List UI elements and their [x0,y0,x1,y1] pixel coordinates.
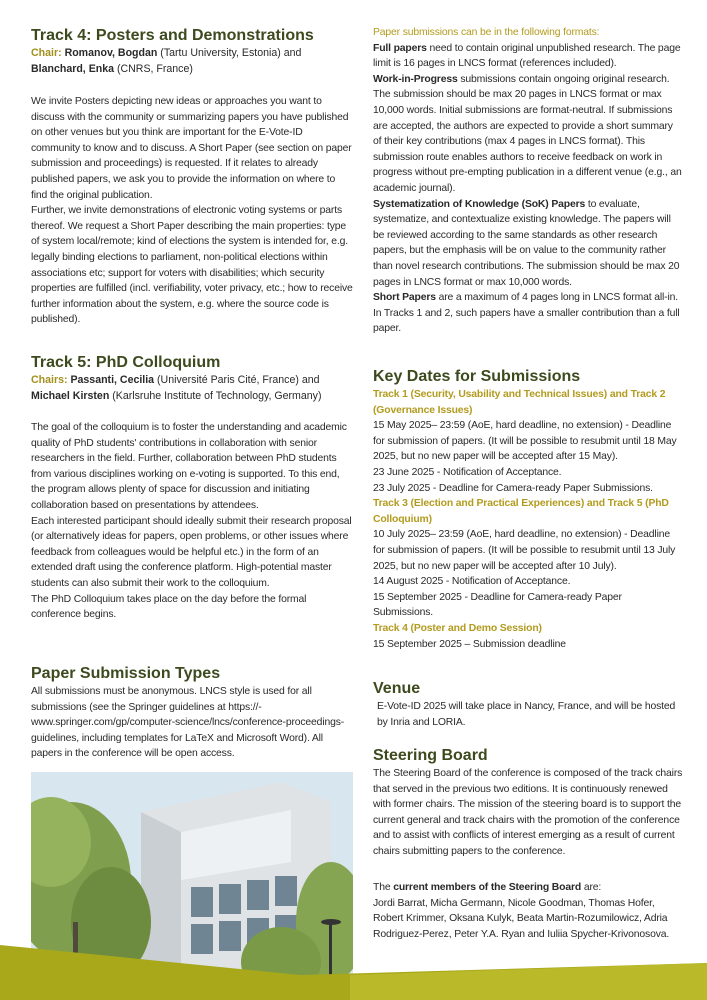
steering-para: The Steering Board of the conference is composed of the track chairs that served in the previous two editions. It is continuously renewed with former chairs. The mission of the steering board is to support the current general and track chairs with the promotion of the conference and to assist with conflicts of interest emerging as a result of current chairs submitting papers to the conference. [373,768,683,857]
footer-band [0,945,707,1000]
key-dates-group1-title: Track 1 (Security, Usability and Technical Issues) and Track 2 (Governance Issues) [373,389,666,416]
submission-types-para: All submissions must be anonymous. LNCS style is used for all submissions (see the Springer guidelines at https://-www.springer.com/gp/computer-science/lncs/conference-proceedings-guidelines, including templates for LaTeX and Microsoft Word). All papers in the conference will be open access. [31,686,345,760]
track4-chair-label: Chair: [31,47,62,59]
steering-members: Jordi Barrat, Micha Germann, Nicole Goodman, Thomas Hofer, Robert Krimmer, Oksana Kulyk, Beata Martin-Rozumilowicz, Adria Rodriguez-Perez, Peter Y.A. Ryan and Iuliia Spycher-Krivonosova. [373,897,670,940]
track5-chair1-aff: (Université Paris Cité, France) and [154,374,320,386]
track5-chair-label: Chairs: [31,374,68,386]
formats-body [373,25,683,337]
steering-members-pre: The [373,882,394,893]
steering-body [373,766,683,860]
venue-title: Venue [373,680,421,697]
track4-chair2-name: Blanchard, Enka [31,62,115,75]
key-dates-group2-d2: 14 August 2025 - Notification of Acceptance. [373,576,571,588]
track5-body [31,420,353,623]
formats-wip-label: Work-in-Progress [373,73,458,85]
track4-chair1-aff: (Tartu University, Estonia) and [157,47,302,59]
key-dates-group2-d3: 15 September 2025 - Deadline for Camera-ready Paper Submissions. [373,591,622,619]
formats-intro: Paper submissions can be in the following formats: [373,27,600,38]
formats-short-text: are a maximum of 4 pages long in LNCS format all-in. In Tracks 1 and 2, such papers have a smaller contribution than a full paper. [373,292,680,335]
track4-para1: We invite Posters depicting new ideas or approaches you want to discuss with the community or summarizing papers you have published on other venues but you think are important for the E-Vote-ID community to know and to discuss. A Short Paper (see section on paper submission and proceedings) is requested. If it relates to already published papers, we ask you to provide the information on where to find the original publication. [31,96,352,201]
steering-title: Steering Board [373,747,488,764]
key-dates-group3-title: Track 4 (Poster and Demo Session) [373,622,542,634]
key-dates-group1-d1: 15 May 2025– 23:59 (AoE, hard deadline, no extension) - Deadline for submission of papers. (It will be possible to resubmit until 18 May 2025, but no new paper will be accepted after 15 May). [373,420,677,463]
track4-body [31,94,353,328]
formats-sok-text: to evaluate, systematize, and contextualize existing knowledge. The papers will be reviewed according to the same standards as other research papers, but the emphasis will be on value to the community rather than novel research contributions. The submission should be max 20 pages in LNCS format or max 10,000 words. [373,198,680,288]
formats-full-text: need to contain original unpublished research. The page limit is 16 pages in LNCS format (references included). [373,42,681,70]
key-dates-group3-d1: 15 September 2025 – Submission deadline [373,638,566,650]
track4-title: Track 4: Posters and Demonstrations [31,27,314,44]
formats-wip [373,72,683,197]
formats-sok [373,197,683,291]
track5-chair1-name: Passanti, Cecilia [70,374,155,386]
steering-members-heading [373,880,683,896]
formats-sok-label: Systematization of Knowledge (SoK) Papers [373,198,586,210]
key-dates-title: Key Dates for Submissions [373,368,581,385]
track4-chairs [31,46,353,77]
track5-chairs [31,373,353,404]
track4-chair1-name: Romanov, Bogdan [64,47,158,59]
formats-wip-text: submissions contain ongoing original research. The submission should be max 20 pages in LNCS format or max 10,000 words. Initial submissions are format-neutral. If submissions are accepted, the authors are expected to provide a short summary of their key contributions (max 4 pages in LNCS format). This submission route enables authors to receive feedback on work in progress without pre-empting publication in a different venue (e.g., an academic journal). [373,73,682,194]
track4-chair2-aff: (CNRS, France) [114,62,193,75]
formats-short [373,290,683,337]
formats-short-label: Short Papers [373,292,436,304]
venue-text: E-Vote-ID 2025 will take place in Nancy, France, and will be hosted by Inria and LORIA. [377,701,676,728]
track5-title: Track 5: PhD Colloquium [31,354,221,371]
steering-members-label: current members of the Steering Board [393,882,582,893]
key-dates-group2-title: Track 3 (Election and Practical Experiences) and Track 5 (PhD Colloquium) [373,498,669,525]
track5-chair2-name: Michael Kirsten [31,389,110,402]
track5-para1: The goal of the colloquium is to foster the understanding and academic quality of PhD students' contributions in collaboration with senior researchers in the field. Further, collaboration between PhD students from various disciplines working on e-voting is supported. To this end, the program allows plenty of space for discussion and initiating collaboration based on presentations by attendees. [31,422,347,511]
key-dates-group1-d2: 23 June 2025 - Notification of Acceptance. [373,466,562,478]
steering-members-block [373,880,683,942]
submission-types-title: Paper Submission Types [31,665,221,682]
track5-chair2-aff: (Karlsruhe Institute of Technology, Germany) [109,389,322,402]
key-dates-group1-d3: 23 July 2025 - Deadline for Camera-ready Paper Submissions. [373,482,653,494]
formats-full-label: Full papers [373,42,427,54]
submission-types-body [31,684,353,762]
track4-para2: Further, we invite demonstrations of electronic voting systems or parts thereof. We request a Short Paper describing the main properties: type of system local/remote; kind of elections the system is intended for, e.g. legally binding elections to parliament, non-political elections within associations etc; support for voters with disabilities; which security properties are fulfilled (incl. verifiability, voter privacy, etc.; how to receive further information about the system, e.g. where the source code is published). [31,205,353,326]
venue-body [373,699,677,730]
key-dates-group2-d1: 10 July 2025– 23:59 (AoE, hard deadline, no extension) - Deadline for submission of papers. (It will be possible to resubmit until 13 July 2025, but no new paper will be accepted after 10 July). [373,529,676,572]
key-dates-body [373,387,683,652]
track5-para2: Each interested participant should ideally submit their research proposal (or alternatively ideas for papers, open problems, or other issues where feedback from colleagues would be helpful etc.) in the form of an extended draft using the conference platform. High-potential master students can also submit their work to the colloquium. [31,515,352,589]
formats-full [373,41,683,72]
steering-members-post: are: [581,882,602,893]
track5-para3: The PhD Colloquium takes place on the day before the formal conference begins. [31,593,307,621]
